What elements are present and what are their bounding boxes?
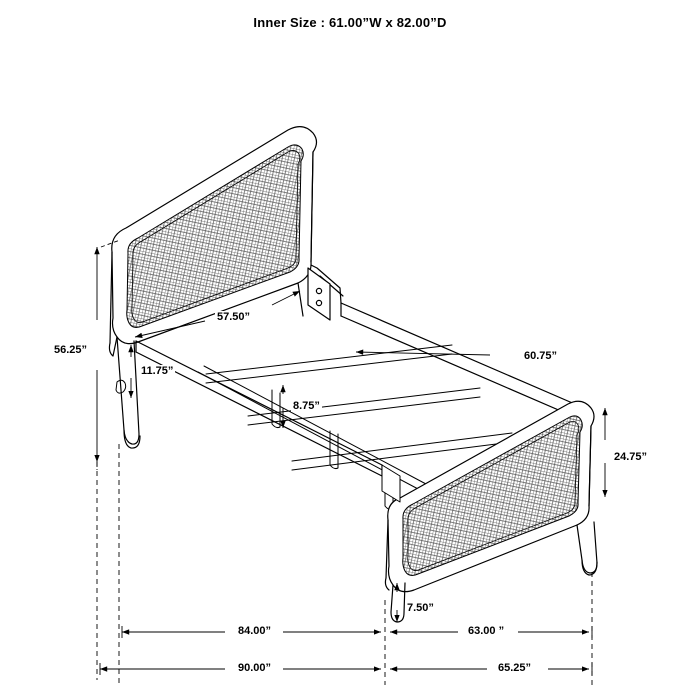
dim-overall-length-upper: 84.00”	[238, 625, 272, 637]
dim-footboard-height: 24.75”	[614, 451, 648, 463]
dim-slat-height: 8.75”	[293, 400, 320, 412]
page-title: Inner Size : 61.00”W x 82.00”D	[253, 15, 447, 30]
dim-headboard-height: 56.25”	[54, 344, 88, 356]
dim-overall-width-upper: 63.00 ”	[468, 625, 505, 637]
dim-headboard-leg-height: 11.75”	[141, 365, 174, 377]
dim-rail-length: 60.75”	[524, 350, 558, 362]
dim-footboard-leg-height: 7.50”	[407, 602, 434, 614]
dim-overall-width-lower: 65.25”	[498, 662, 532, 674]
dim-headboard-panel-width: 57.50”	[217, 311, 251, 323]
dim-overall-length-lower: 90.00”	[238, 662, 272, 674]
